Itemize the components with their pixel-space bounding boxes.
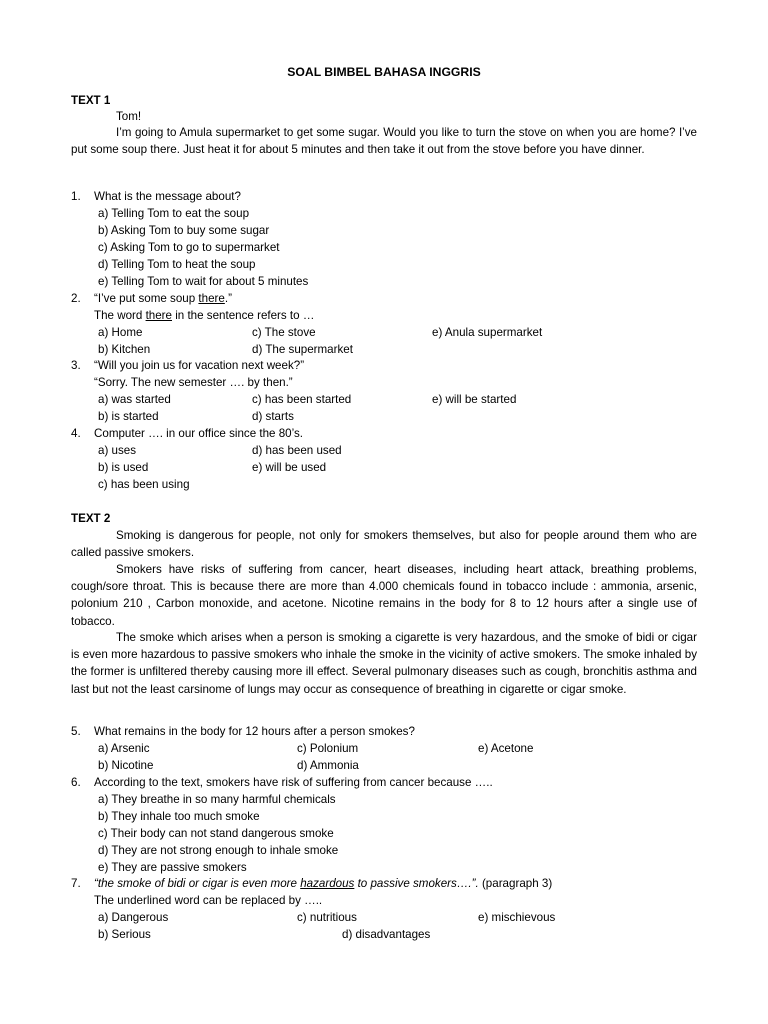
- q5-text: What remains in the body for 12 hours after a person smokes?: [94, 725, 415, 738]
- q2-option-c: c) The stove: [252, 326, 316, 339]
- q3-option-b: b) is started: [98, 410, 159, 423]
- q5-option-c: c) Polonium: [297, 742, 359, 755]
- q2-number: 2.: [71, 292, 81, 305]
- q1-option-c: c) Asking Tom to go to supermarket: [98, 241, 280, 254]
- q2-line2-underlined: there: [145, 309, 172, 322]
- q7-quote-pre: “the smoke of bidi or cigar is even more: [94, 877, 301, 890]
- q2-text: [94, 292, 232, 305]
- q6-option-c: c) Their body can not stand dangerous smoke: [98, 827, 334, 840]
- q2-option-e: e) Anula supermarket: [432, 326, 543, 339]
- text2-p1-text: Smoking is dangerous for people, not only for smokers themselves, but also for people around them who are called passive smokers.: [71, 529, 697, 560]
- q7-option-b: b) Serious: [98, 928, 151, 941]
- q6-text: According to the text, smokers have risk of suffering from cancer because …..: [94, 776, 493, 789]
- text2-paragraph-1: [71, 527, 697, 561]
- text1-greeting: Tom!: [116, 110, 142, 123]
- q7-quote-underlined: hazardous: [300, 877, 355, 890]
- text1-body: [71, 124, 697, 158]
- q2-line2-post: in the sentence refers to …: [172, 309, 315, 322]
- q1-option-d: d) Telling Tom to heat the soup: [98, 258, 256, 271]
- q1-option-e: e) Telling Tom to wait for about 5 minutes: [98, 275, 309, 288]
- q5-option-a: a) Arsenic: [98, 742, 150, 755]
- q2-text-underlined: there: [198, 292, 225, 305]
- q4-number: 4.: [71, 427, 81, 440]
- q3-line2: “Sorry. The new semester …. by then.”: [94, 376, 293, 389]
- q2-option-b: b) Kitchen: [98, 343, 151, 356]
- q5-option-e: e) Acetone: [478, 742, 534, 755]
- q5-option-b: b) Nicotine: [98, 759, 154, 772]
- q6-option-e: e) They are passive smokers: [98, 861, 247, 874]
- text2-p2-text: Smokers have risks of suffering from cancer, heart diseases, including heart attack, breathing problems, cough/sore throat. This is because there are more than 4.000 chemicals found in tobacco include : ammonia, arsenic, polonium 210 , Carbon monoxide, and acetone. Nicotine remains in the body for 8 to 12 hours after a single use of tobacco.: [71, 563, 697, 628]
- q6-option-b: b) They inhale too much smoke: [98, 810, 260, 823]
- q7-option-d: d) disadvantages: [342, 928, 431, 941]
- q4-option-e: e) will be used: [252, 461, 327, 474]
- q5-number: 5.: [71, 725, 81, 738]
- q7-option-c: c) nutritious: [297, 911, 357, 924]
- q7-option-a: a) Dangerous: [98, 911, 169, 924]
- q2-line2: [94, 309, 314, 322]
- q3-option-e: e) will be started: [432, 393, 517, 406]
- text1-body-text: I’m going to Amula supermarket to get some sugar. Would you like to turn the stove on when you are home? I’ve put some soup there. Just heat it for about 5 minutes and then take it out from the stove before you have dinner.: [71, 126, 697, 157]
- q7-number: 7.: [71, 877, 81, 890]
- q7-quote-post: to passive smokers….”.: [354, 877, 479, 890]
- q3-option-a: a) was started: [98, 393, 171, 406]
- text2-p3-text: The smoke which arises when a person is smoking a cigarette is very hazardous, and the smoke of bidi or cigar is even more hazardous to passive smokers who inhale the smoke in the vicinity of active smokers. The smoke inhaled by the former is unfiltered thereby causing more ill effect. Several pulmonary diseases such as cough, bronchitis asthma and last but not the least carsinome of lungs may occur as consequence of breathing in cigarette or cigar smoke.: [71, 631, 697, 696]
- q4-option-a: a) uses: [98, 444, 137, 457]
- q3-option-d: d) starts: [252, 410, 294, 423]
- q2-line2-pre: The word: [94, 309, 146, 322]
- q3-option-c: c) has been started: [252, 393, 352, 406]
- q5-option-d: d) Ammonia: [297, 759, 359, 772]
- q2-option-a: a) Home: [98, 326, 143, 339]
- q7-line2: The underlined word can be replaced by …..: [94, 894, 323, 907]
- q1-text: What is the message about?: [94, 190, 241, 203]
- text2-heading: TEXT 2: [71, 512, 111, 525]
- q4-text: Computer …. in our office since the 80’s.: [94, 427, 304, 440]
- q2-text-post: .”: [224, 292, 232, 305]
- q7-option-e: e) mischievous: [478, 911, 556, 924]
- text2-paragraph-2: [71, 561, 697, 630]
- q7-reference: (paragraph 3): [478, 877, 553, 890]
- q6-number: 6.: [71, 776, 81, 789]
- q6-option-d: d) They are not strong enough to inhale smoke: [98, 844, 339, 857]
- q6-option-a: a) They breathe in so many harmful chemicals: [98, 793, 336, 806]
- q2-option-d: d) The supermarket: [252, 343, 353, 356]
- q4-option-c: c) has been using: [98, 478, 190, 491]
- q1-number: 1.: [71, 190, 81, 203]
- text1-heading: TEXT 1: [71, 94, 111, 107]
- q2-text-pre: “I’ve put some soup: [94, 292, 199, 305]
- text2-paragraph-3: [71, 629, 697, 698]
- q4-option-b: b) is used: [98, 461, 149, 474]
- q7-text: [94, 877, 552, 890]
- q1-option-b: b) Asking Tom to buy some sugar: [98, 224, 270, 237]
- q3-text: “Will you join us for vacation next week?”: [94, 359, 305, 372]
- q3-number: 3.: [71, 359, 81, 372]
- page-title: SOAL BIMBEL BAHASA INGGRIS: [287, 65, 481, 79]
- q4-option-d: d) has been used: [252, 444, 342, 457]
- q1-option-a: a) Telling Tom to eat the soup: [98, 207, 250, 220]
